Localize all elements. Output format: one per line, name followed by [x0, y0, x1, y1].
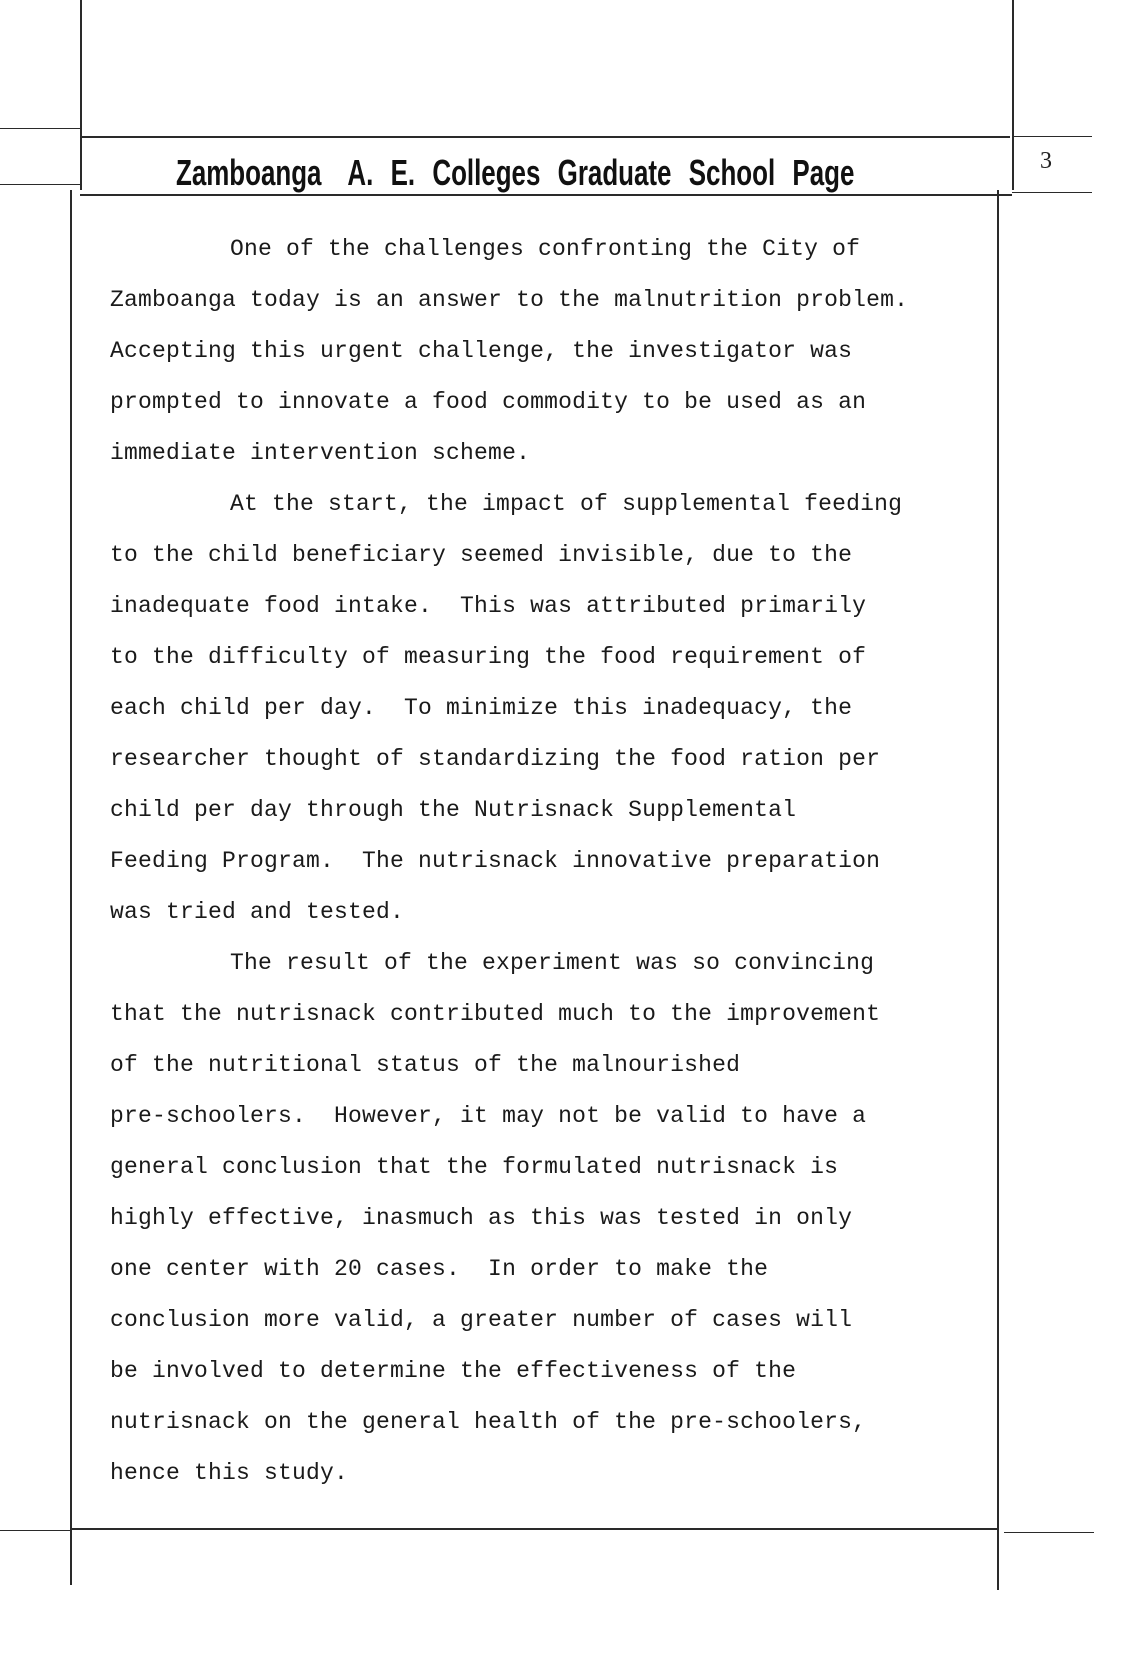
rule-header-left [0, 184, 80, 185]
text-line: highly effective, inasmuch as this was tested in only [110, 1205, 853, 1231]
text-line: hence this study. [110, 1460, 349, 1486]
text-line: One of the challenges confronting the City of [230, 236, 861, 262]
page-header [176, 140, 855, 194]
body-text [110, 224, 990, 1499]
margin-rule-right-top [1012, 0, 1014, 190]
text-line: each child per day. To minimize this inadequacy, the [110, 695, 853, 721]
margin-rule-left-top [80, 0, 82, 190]
text-line: general conclusion that the formulated nutrisnack is [110, 1154, 839, 1180]
text-line: Feeding Program. The nutrisnack innovative preparation [110, 848, 881, 874]
header-word: E. [390, 152, 416, 193]
text-line: to the difficulty of measuring the food requirement of [110, 644, 867, 670]
header-word: A. [347, 152, 374, 193]
margin-rule-left [70, 190, 72, 1585]
text-line: The result of the experiment was so convincing [230, 950, 875, 976]
text-line: At the start, the impact of supplemental feeding [230, 491, 903, 517]
rule-footer-right [1004, 1532, 1094, 1533]
text-line: immediate intervention scheme. [110, 440, 531, 466]
rule-header-right [1012, 192, 1092, 193]
text-line: pre-schoolers. However, it may not be valid to have a [110, 1103, 867, 1129]
header-word: Graduate [557, 152, 672, 193]
header-word: Colleges [432, 152, 541, 193]
header-word: Zamboanga [176, 152, 322, 193]
text-line: one center with 20 cases. In order to make the [110, 1256, 769, 1282]
text-line: was tried and tested. [110, 899, 405, 925]
paragraph-2 [110, 479, 990, 938]
text-line: Zamboanga today is an answer to the malnutrition problem. [110, 287, 909, 313]
header-word: Page [792, 152, 855, 193]
rule-footer-left [0, 1530, 70, 1531]
text-line: be involved to determine the effectiveness of the [110, 1358, 797, 1384]
rule-header-bottom [80, 194, 1012, 196]
page-number: 3 [1040, 148, 1052, 174]
text-line: inadequate food intake. This was attributed primarily [110, 593, 867, 619]
text-line: to the child beneficiary seemed invisible, due to the [110, 542, 853, 568]
margin-rule-right [997, 190, 999, 1590]
text-line: nutrisnack on the general health of the pre-schoolers, [110, 1409, 867, 1435]
text-line: Accepting this urgent challenge, the investigator was [110, 338, 853, 364]
rule-footer [70, 1528, 998, 1530]
rule-top-left [0, 128, 80, 129]
paragraph-3 [110, 938, 990, 1499]
header-word: School [688, 152, 776, 193]
rule-header-top [80, 136, 1010, 138]
text-line: researcher thought of standardizing the food ration per [110, 746, 881, 772]
rule-top-right [1012, 136, 1092, 137]
text-line: conclusion more valid, a greater number of cases will [110, 1307, 853, 1333]
text-line: prompted to innovate a food commodity to be used as an [110, 389, 867, 415]
text-line: child per day through the Nutrisnack Supplemental [110, 797, 797, 823]
text-line: of the nutritional status of the malnourished [110, 1052, 741, 1078]
paragraph-1 [110, 224, 990, 479]
text-line: that the nutrisnack contributed much to the improvement [110, 1001, 881, 1027]
